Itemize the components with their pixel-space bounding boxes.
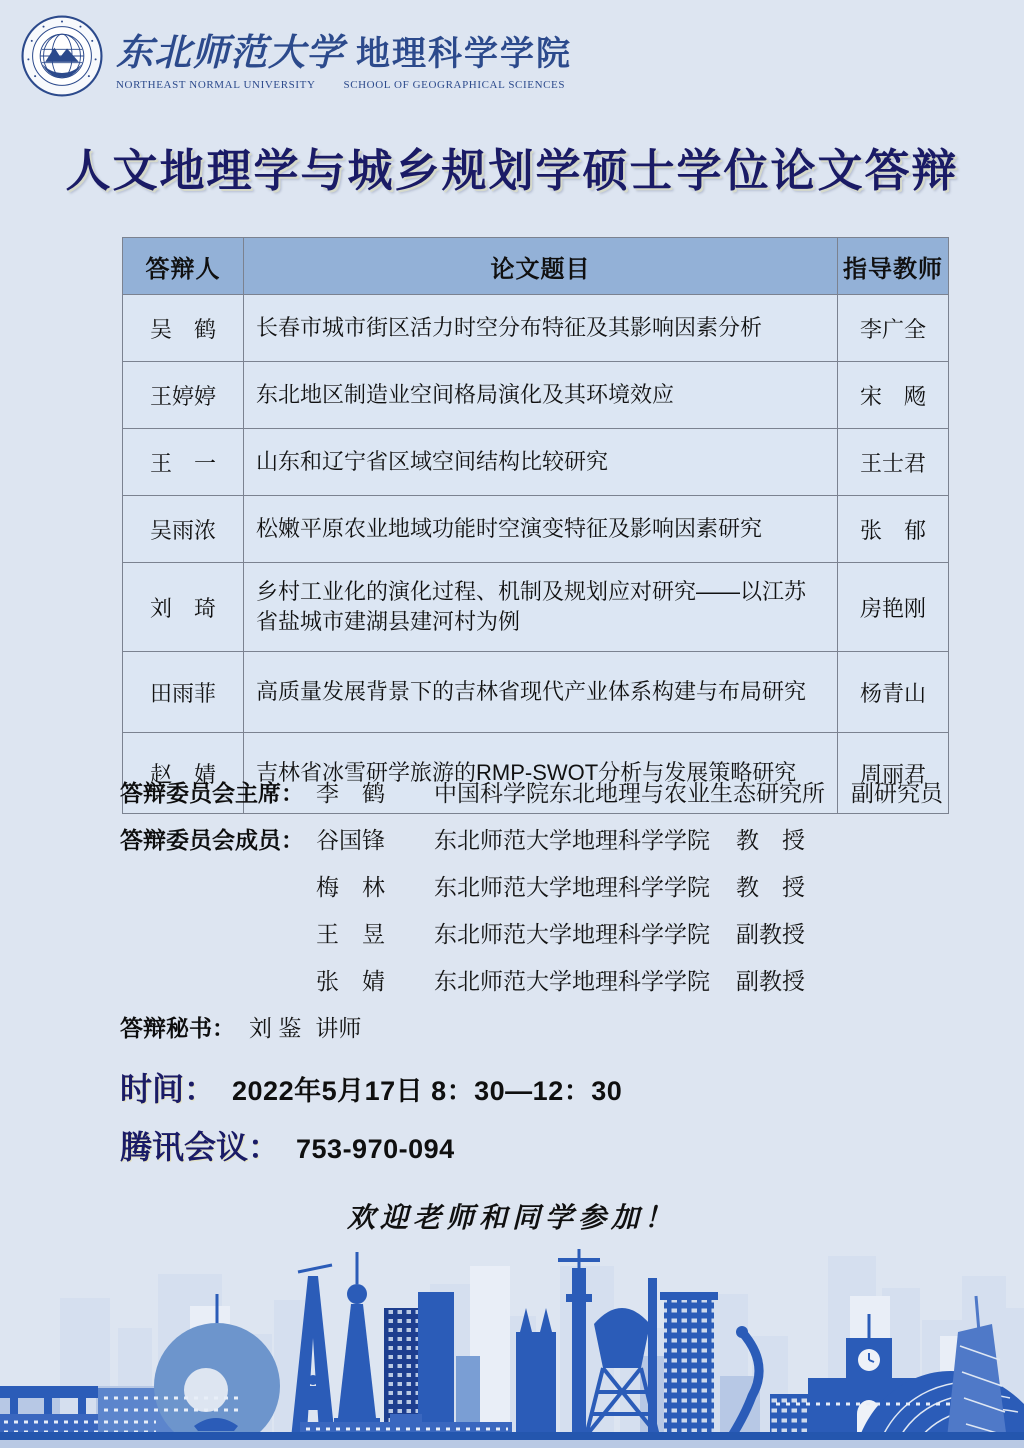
advisor-cell: 张 郁 [838, 496, 949, 563]
committee-secretary-row [120, 1003, 960, 1050]
advisor-cell: 王士君 [838, 429, 949, 496]
member-affiliation: 东北师范大学地理科学学院 [434, 874, 710, 900]
defender-name-cell: 田雨菲 [123, 652, 244, 733]
advisor-cell: 周丽君 [838, 733, 949, 814]
page-header [20, 14, 572, 98]
city-skyline-illustration [0, 1236, 1024, 1448]
schedule-time-row [120, 1064, 622, 1110]
meeting-id-value: 753-970-094 [296, 1134, 455, 1164]
chair-position: 副研究员 [851, 780, 943, 806]
school-name-en: SCHOOL OF GEOGRAPHICAL SCIENCES [343, 78, 566, 91]
committee-section [120, 768, 960, 1050]
poster-title: 人文地理学与城乡规划学硕士学位论文答辩 [65, 145, 959, 196]
advisor-cell: 李广全 [838, 295, 949, 362]
thesis-title-cell: 高质量发展背景下的吉林省现代产业体系构建与布局研究 [244, 652, 838, 733]
defense-table [122, 237, 949, 814]
member-name: 谷国锋 [316, 827, 385, 853]
table-header-row [123, 238, 949, 295]
university-name-en-row [116, 79, 572, 91]
member-name: 梅 林 [316, 874, 385, 900]
school-name-cn: 地理科学学院 [356, 34, 572, 73]
chair-affiliation: 中国科学院东北地理与农业生态研究所 [434, 780, 825, 806]
members-label: 答辩委员会成员： [120, 827, 304, 853]
column-header-defender: 答辩人 [123, 238, 244, 295]
member-affiliation: 东北师范大学地理科学学院 [434, 827, 710, 853]
defender-name-cell: 王婷婷 [123, 362, 244, 429]
defender-name-cell: 王 一 [123, 429, 244, 496]
chair-name: 李 鹤 [316, 780, 385, 806]
time-value: 2022年5月17日 8：30—12：30 [232, 1076, 623, 1106]
advisor-cell: 房艳刚 [838, 563, 949, 652]
secretary-name: 刘 鉴 [249, 1015, 302, 1041]
table-row [123, 295, 949, 362]
member-position: 教 授 [736, 827, 805, 853]
member-affiliation: 东北师范大学地理科学学院 [434, 921, 710, 947]
committee-member-row [120, 815, 960, 862]
committee-member-row [120, 909, 960, 956]
university-name-cn-row [116, 22, 572, 76]
column-header-thesis: 论文题目 [244, 238, 838, 295]
thesis-title-cell: 松嫩平原农业地域功能时空演变特征及影响因素研究 [244, 496, 838, 563]
table-row [123, 563, 949, 652]
university-seal-icon [20, 14, 104, 98]
defender-name-cell: 刘 琦 [123, 563, 244, 652]
chair-label: 答辩委员会主席： [120, 780, 304, 806]
secretary-position: 讲师 [315, 1015, 362, 1041]
time-label: 时间： [120, 1071, 217, 1107]
member-affiliation: 东北师范大学地理科学学院 [434, 968, 710, 994]
university-name-cn: 东北师范大学 [116, 29, 344, 74]
defender-name-cell: 赵 婧 [123, 733, 244, 814]
thesis-title-cell: 东北地区制造业空间格局演化及其环境效应 [244, 362, 838, 429]
column-header-advisor: 指导教师 [838, 238, 949, 295]
welcome-message: 欢迎老师和同学参加！ [346, 1201, 677, 1234]
table-row [123, 496, 949, 563]
committee-member-row [120, 956, 960, 1003]
meeting-label: 腾讯会议： [120, 1129, 281, 1165]
university-name-en: NORTHEAST NORMAL UNIVERSITY [116, 78, 316, 91]
university-name-block [116, 22, 572, 91]
committee-member-row [120, 862, 960, 909]
advisor-cell: 宋 飏 [838, 362, 949, 429]
table-row [123, 362, 949, 429]
thesis-title-cell: 吉林省冰雪研学旅游的RMP-SWOT分析与发展策略研究 [244, 733, 838, 814]
member-position: 副教授 [736, 921, 805, 947]
thesis-title-cell: 山东和辽宁省区域空间结构比较研究 [244, 429, 838, 496]
member-name: 王 昱 [316, 921, 385, 947]
thesis-title-cell: 长春市城市街区活力时空分布特征及其影响因素分析 [244, 295, 838, 362]
table-row [123, 429, 949, 496]
advisor-cell: 杨青山 [838, 652, 949, 733]
defender-name-cell: 吴 鹤 [123, 295, 244, 362]
member-position: 副教授 [736, 968, 805, 994]
defender-name-cell: 吴雨浓 [123, 496, 244, 563]
schedule-meeting-row [120, 1122, 455, 1168]
secretary-label: 答辩秘书： [120, 1015, 235, 1041]
table-row [123, 652, 949, 733]
member-position: 教 授 [736, 874, 805, 900]
member-name: 张 婧 [316, 968, 385, 994]
thesis-title-cell: 乡村工业化的演化过程、机制及规划应对研究——以江苏省盐城市建湖县建河村为例 [244, 563, 838, 652]
committee-chair-row [120, 768, 960, 815]
